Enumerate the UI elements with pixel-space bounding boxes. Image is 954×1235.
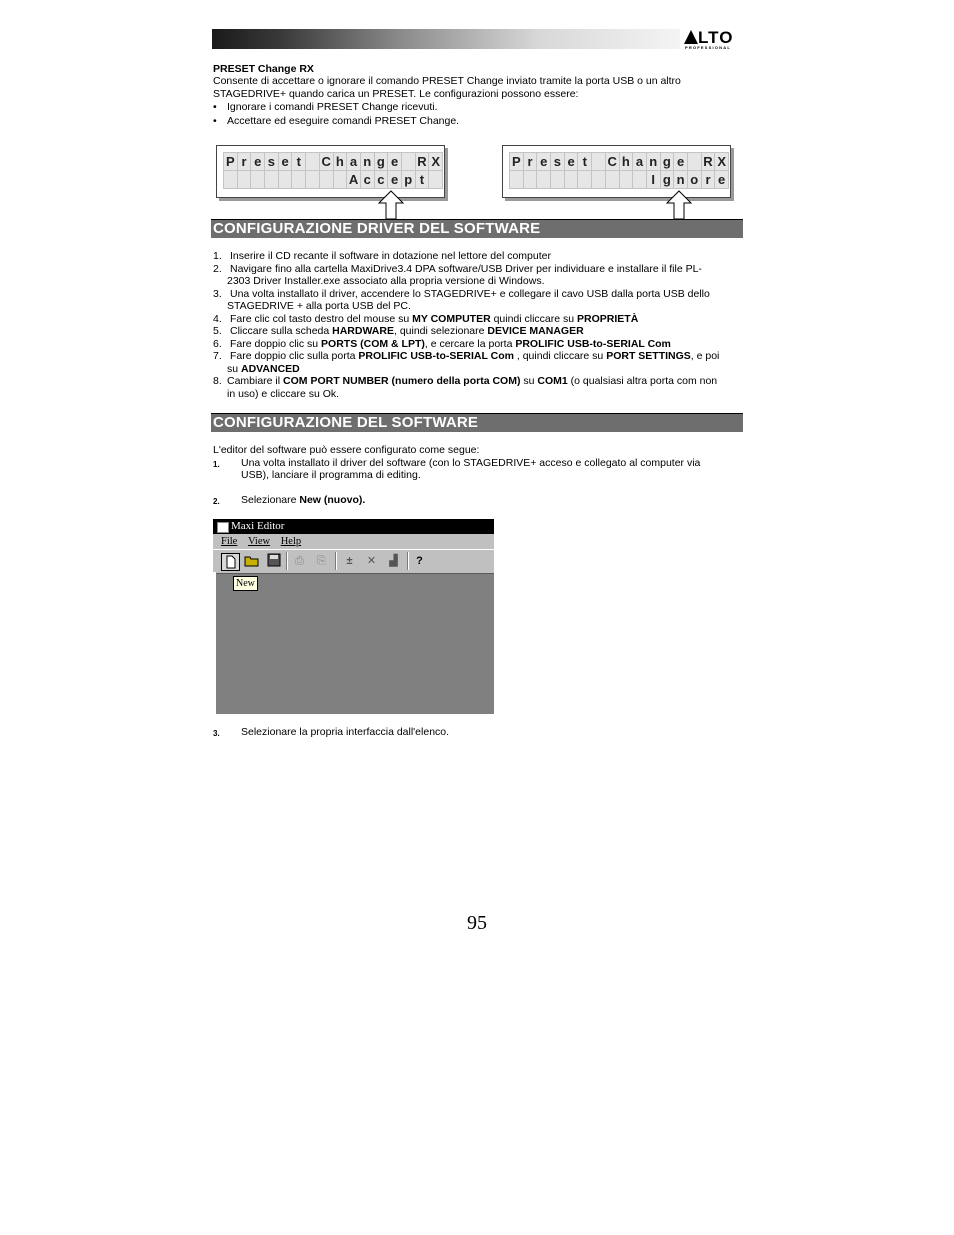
- lcd-cell: [524, 171, 538, 189]
- step-text: [227, 388, 339, 401]
- step-bold-term: DEVICE MANAGER: [487, 325, 584, 337]
- lcd-cell: R: [702, 153, 716, 171]
- print-preview-icon[interactable]: ⎘: [317, 555, 326, 567]
- step-number: 2.: [213, 497, 220, 506]
- step-text-part: in uso) e cliccare su Ok.: [227, 387, 340, 400]
- tools-icon[interactable]: ✕: [366, 555, 377, 567]
- lcd-cell: [633, 171, 647, 189]
- lcd-cell: A: [347, 171, 361, 189]
- lcd-cell: e: [388, 171, 402, 189]
- add-icon[interactable]: ±: [346, 555, 353, 567]
- arrow-up-icon: [378, 190, 404, 220]
- lcd-grid: [509, 152, 729, 189]
- list-item: [213, 101, 438, 114]
- lcd-cell: g: [375, 153, 389, 171]
- header-gradient-bar: [212, 29, 680, 49]
- open-folder-icon[interactable]: [243, 553, 260, 569]
- step-text-part: su: [520, 375, 538, 387]
- print-icon[interactable]: ⎙: [295, 555, 304, 567]
- lcd-cell: g: [661, 171, 675, 189]
- lcd-cell: e: [251, 153, 265, 171]
- preset-rx-intro-2: STAGEDRIVE+ quando carica un PRESET. Le configurazioni possono essere:: [213, 88, 579, 100]
- step-text: 2303 Driver Installer.exe associato alla propria versione di Windows.: [227, 275, 545, 287]
- lcd-cell: [429, 171, 443, 189]
- lcd-cell: o: [688, 171, 702, 189]
- help-icon[interactable]: ?: [416, 555, 423, 567]
- step-text-part: su: [227, 362, 242, 375]
- toolbar: [213, 549, 494, 574]
- lcd-display-ignore: [502, 145, 731, 198]
- lcd-cell: h: [334, 153, 348, 171]
- lcd-cell: [320, 171, 334, 189]
- lcd-cell: R: [416, 153, 430, 171]
- lcd-cell: t: [578, 153, 592, 171]
- lcd-cell: [238, 171, 252, 189]
- toolbar-separator: [407, 552, 409, 570]
- bullet-icon: •: [213, 101, 217, 113]
- step-text: [230, 338, 671, 351]
- transfer-icon[interactable]: ▟: [389, 555, 398, 567]
- lcd-cell: e: [565, 153, 579, 171]
- lcd-cell: a: [633, 153, 647, 171]
- lcd-cell: [606, 171, 620, 189]
- step-text-part: Fare doppio clic su: [230, 337, 322, 350]
- bullet-text: Ignorare i comandi PRESET Change ricevuti.: [227, 101, 438, 113]
- lcd-cell: a: [347, 153, 361, 171]
- step-text: [227, 363, 300, 376]
- lcd-cell: n: [361, 153, 375, 171]
- lcd-cell: r: [702, 171, 716, 189]
- step-text: [230, 313, 638, 326]
- software-intro: L'editor del software può essere configurato come segue:: [213, 444, 480, 456]
- lcd-cell: p: [402, 171, 416, 189]
- lcd-cell: [306, 171, 320, 189]
- lcd-cell: n: [647, 153, 661, 171]
- step-bold-term: COM1: [537, 375, 568, 387]
- lcd-cell: g: [661, 153, 675, 171]
- lcd-cell: [334, 171, 348, 189]
- step-text: [227, 375, 717, 388]
- step-number: 8.: [213, 375, 222, 387]
- logo-subtext: PROFESSIONAL: [685, 45, 731, 50]
- lcd-cell: s: [551, 153, 565, 171]
- lcd-cell: [578, 171, 592, 189]
- bullet-text: Accettare ed eseguire comandi PRESET Change.: [227, 115, 460, 127]
- step-text: Una volta installato il driver, accendere lo STAGEDRIVE+ e collegare il cavo USB dalla porta USB dello: [230, 287, 710, 300]
- lcd-cell: c: [375, 171, 389, 189]
- lcd-cell: t: [292, 153, 306, 171]
- lcd-cell: h: [620, 153, 634, 171]
- bullet-icon: •: [213, 115, 217, 127]
- new-file-icon[interactable]: [221, 553, 240, 571]
- menu-help[interactable]: Help: [280, 536, 302, 547]
- step-bold-term: MY COMPUTER: [412, 312, 491, 325]
- lcd-cell: [224, 171, 238, 189]
- lcd-cell: [265, 171, 279, 189]
- lcd-cell: [688, 153, 702, 171]
- lcd-cell: c: [361, 171, 375, 189]
- section-header-software: [211, 413, 743, 432]
- step-number: 3.: [213, 287, 222, 300]
- lcd-grid: [223, 152, 443, 189]
- step-text-part: Cliccare sulla scheda: [230, 325, 333, 337]
- step-bold-term: COM PORT NUMBER (numero della porta COM): [283, 375, 521, 387]
- lcd-cell: e: [715, 171, 729, 189]
- logo-a-triangle: [684, 30, 698, 44]
- lcd-cell: P: [510, 153, 524, 171]
- step-text: [230, 350, 719, 363]
- lcd-cell: s: [265, 153, 279, 171]
- step-text: Navigare fino alla cartella MaxiDrive3.4 DPA software/USB Driver per individuare e installare il file PL-: [230, 262, 702, 275]
- list-item: [213, 115, 459, 128]
- lcd-cell: I: [647, 171, 661, 189]
- maxi-editor-window: [213, 519, 494, 714]
- step-text-part: , quindi selezionare: [393, 325, 488, 337]
- toolbar-separator: [286, 552, 288, 570]
- section-title: CONFIGURAZIONE DEL SOFTWARE: [213, 414, 479, 431]
- app-icon: [217, 522, 229, 533]
- preset-rx-intro-1: Consente di accettare o ignorare il comando PRESET Change inviato tramite la porta USB o un altro: [213, 75, 681, 87]
- section-header-driver: [211, 219, 743, 238]
- lcd-cell: t: [416, 171, 430, 189]
- step-bold-term: PROLIFIC USB-to-SERIAL Com: [515, 337, 671, 350]
- section-title: CONFIGURAZIONE DRIVER DEL SOFTWARE: [213, 220, 541, 237]
- step-number: 1.: [213, 460, 220, 469]
- logo-text: LTO: [698, 28, 734, 47]
- client-area-edge: [213, 572, 216, 714]
- step-number: 1.: [213, 250, 222, 262]
- lcd-cell: P: [224, 153, 238, 171]
- step-text-part: Cambiare il: [227, 375, 284, 387]
- lcd-cell: n: [674, 171, 688, 189]
- step-bold-term: PROLIFIC USB-to-SERIAL Com: [358, 350, 514, 362]
- lcd-cell: [251, 171, 265, 189]
- step-number: 5.: [213, 325, 222, 337]
- step-bold-term: PORTS (COM & LPT): [321, 337, 425, 350]
- lcd-cell: X: [429, 153, 443, 171]
- lcd-cell: X: [715, 153, 729, 171]
- window-title: Maxi Editor: [231, 520, 285, 532]
- software-step1-line2: USB), lanciare il programma di editing.: [241, 469, 421, 481]
- step-text: [230, 325, 584, 338]
- step-text: Selezionare: [241, 494, 300, 506]
- step-text-part: Fare doppio clic sulla porta: [230, 350, 359, 362]
- menu-bar: [213, 534, 494, 549]
- menu-file[interactable]: File: [221, 536, 238, 547]
- step-number: 3.: [213, 729, 220, 738]
- page-number: 95: [467, 912, 487, 934]
- save-icon[interactable]: [265, 553, 282, 569]
- lcd-cell: [620, 171, 634, 189]
- toolbar-separator: [335, 552, 337, 570]
- arrow-up-icon: [666, 190, 692, 220]
- lcd-cell: r: [238, 153, 252, 171]
- step-bold-term: ADVANCED: [241, 362, 300, 375]
- new-tooltip: New: [233, 576, 258, 591]
- lcd-cell: [510, 171, 524, 189]
- lcd-cell: e: [388, 153, 402, 171]
- window-titlebar: [213, 519, 494, 534]
- lcd-cell: [402, 153, 416, 171]
- lcd-cell: [592, 153, 606, 171]
- lcd-cell: [306, 153, 320, 171]
- step-number: 6.: [213, 337, 222, 350]
- step-bold: New (nuovo).: [299, 494, 366, 506]
- software-step3: Selezionare la propria interfaccia dall'elenco.: [241, 726, 450, 738]
- step-text: Inserire il CD recante il software in dotazione nel lettore del computer: [230, 250, 551, 262]
- step-number: 4.: [213, 312, 222, 325]
- step-text: STAGEDRIVE + alla porta USB del PC.: [227, 300, 411, 312]
- lcd-cell: C: [606, 153, 620, 171]
- lcd-cell: [592, 171, 606, 189]
- step-text-part: , e poi: [690, 350, 720, 362]
- menu-view[interactable]: View: [247, 536, 271, 547]
- lcd-cell: [551, 171, 565, 189]
- step-text-part: (o qualsiasi altra porta com non: [567, 375, 718, 387]
- step-text-part: Fare clic col tasto destro del mouse su: [230, 312, 413, 325]
- lcd-cell: [292, 171, 306, 189]
- lcd-cell: e: [674, 153, 688, 171]
- software-step1-line1: Una volta installato il driver del software (con lo STAGEDRIVE+ acceso e collegato al computer via: [241, 457, 701, 469]
- step-text-part: quindi cliccare su: [490, 312, 578, 325]
- preset-rx-title: PRESET Change RX: [213, 63, 314, 75]
- lcd-cell: C: [320, 153, 334, 171]
- alto-logo: [684, 28, 742, 50]
- step-text-part: , e cercare la porta: [424, 337, 516, 350]
- step-text-part: , quindi cliccare su: [513, 350, 607, 362]
- step-bold-term: PORT SETTINGS: [606, 350, 691, 362]
- lcd-cell: r: [524, 153, 538, 171]
- step-bold-term: PROPRIETÀ: [577, 312, 639, 325]
- lcd-cell: [279, 171, 293, 189]
- lcd-cell: [537, 171, 551, 189]
- lcd-display-accept: [216, 145, 445, 198]
- step-number: 2.: [213, 262, 222, 275]
- lcd-cell: e: [537, 153, 551, 171]
- step-bold-term: HARDWARE: [332, 325, 394, 337]
- lcd-cell: [565, 171, 579, 189]
- software-step2: [241, 494, 365, 507]
- lcd-cell: e: [279, 153, 293, 171]
- step-number: 7.: [213, 350, 222, 362]
